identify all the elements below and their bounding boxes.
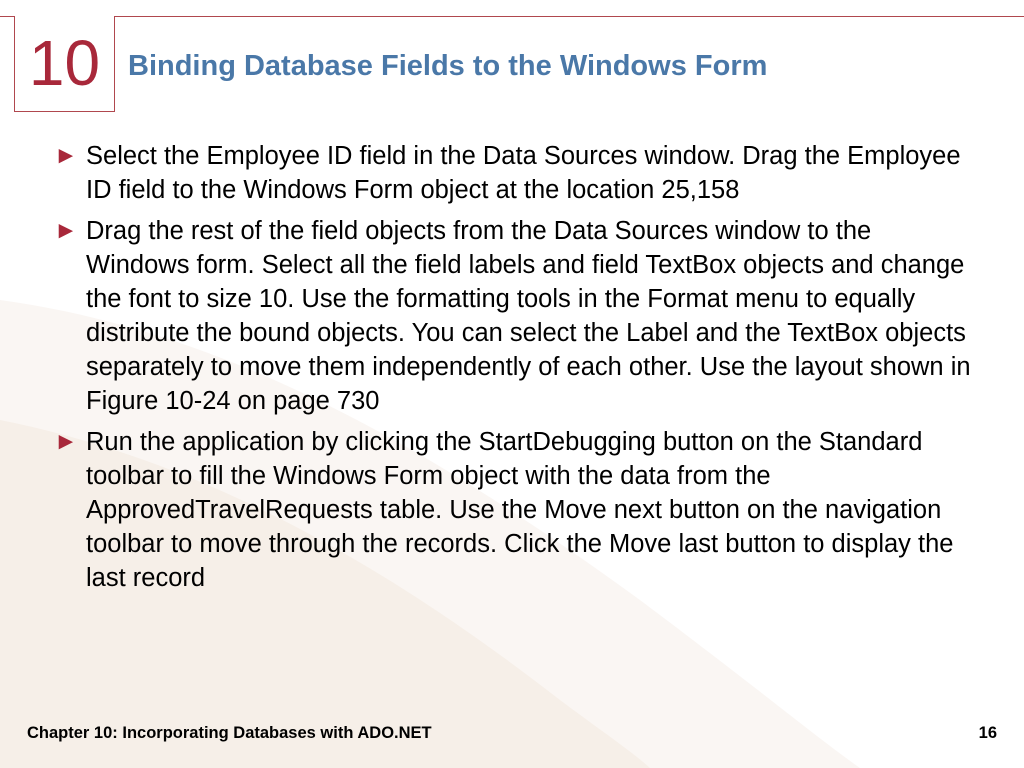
- bullet-item: [48, 139, 978, 207]
- bullet-arrow-icon: ►: [54, 142, 78, 169]
- bullet-item: [48, 425, 978, 595]
- slide-title: Binding Database Fields to the Windows Form: [128, 50, 768, 82]
- bullet-text: Select the Employee ID field in the Data Sources window. Drag the Employee ID field to the Windows Form object at the location 25,158: [86, 142, 961, 204]
- bullet-text: Run the application by clicking the StartDebugging button on the Standard toolbar to fill the Windows Form object with the data from the ApprovedTravelRequests table. Use the Move next button on the navigation toolbar to move through the records. Click the Move last button to display the last record: [86, 428, 954, 592]
- chapter-number: 10: [28, 27, 101, 99]
- top-rule: [0, 16, 1024, 17]
- footer-page-number: 16: [978, 724, 997, 742]
- chapter-number-box: [14, 16, 115, 112]
- bullet-item: [48, 214, 978, 418]
- bullet-arrow-icon: ►: [54, 428, 78, 455]
- bullet-list: [48, 139, 978, 602]
- bullet-text: Drag the rest of the field objects from the Data Sources window to the Windows form. Select all the field labels and field TextBox objects and change the font to size 10. Use the formatting tools in the Format menu to equally distribute the bound objects. You can select the Label and the TextBox objects separately to move them independently of each other. Use the layout shown in Figure 10-24 on page 730: [86, 217, 971, 415]
- bullet-arrow-icon: ►: [54, 217, 78, 244]
- footer-chapter-label: Chapter 10: Incorporating Databases with ADO.NET: [27, 724, 432, 742]
